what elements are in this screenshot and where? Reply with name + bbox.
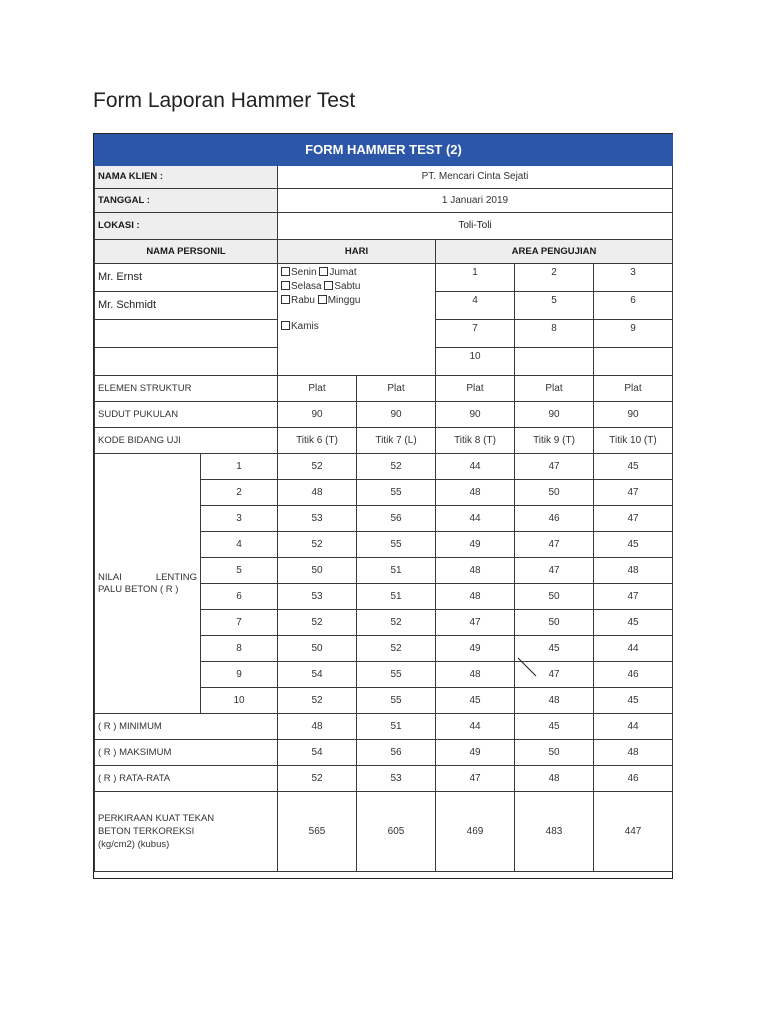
reading-cell: 47: [515, 558, 594, 584]
reading-cell: 44: [436, 454, 515, 480]
reading-number: 7: [201, 610, 278, 636]
reading-number: 5: [201, 558, 278, 584]
element-row: [95, 376, 673, 402]
reading-cell: 52: [278, 454, 357, 480]
reading-number: 4: [201, 532, 278, 558]
min-label: ( R ) MINIMUM: [95, 714, 278, 740]
avg-cell: 52: [278, 766, 357, 792]
location-label: LOKASI :: [95, 213, 278, 240]
min-row: [95, 714, 673, 740]
reading-cell: 52: [357, 636, 436, 662]
element-cell: Plat: [594, 376, 673, 402]
reading-cell: 48: [594, 558, 673, 584]
personnel-name-empty: [95, 348, 278, 376]
reading-cell: 51: [357, 558, 436, 584]
reading-cell: 46: [515, 506, 594, 532]
reading-cell: 52: [278, 610, 357, 636]
reading-number: 9: [201, 662, 278, 688]
area-cell: 1: [436, 264, 515, 292]
reading-cell: 48: [278, 480, 357, 506]
date-value: 1 Januari 2019: [278, 189, 673, 213]
area-cell: 3: [594, 264, 673, 292]
min-cell: 48: [278, 714, 357, 740]
area-cell: 9: [594, 320, 673, 348]
angle-cell: 90: [436, 402, 515, 428]
area-cell-empty: [515, 348, 594, 376]
reading-cell: 47: [594, 506, 673, 532]
day-header: HARI: [278, 240, 436, 264]
checkbox-sabtu[interactable]: [324, 281, 333, 290]
area-cell: 7: [436, 320, 515, 348]
min-cell: 51: [357, 714, 436, 740]
element-label: ELEMEN STRUKTUR: [95, 376, 278, 402]
code-cell: Titik 7 (L): [357, 428, 436, 454]
element-cell: Plat: [357, 376, 436, 402]
max-cell: 49: [436, 740, 515, 766]
form-table: [94, 134, 673, 872]
day-checkboxes: Senin Jumat Selasa Sabtu Rabu Minggu Kamis: [278, 264, 436, 376]
section-header-row: [95, 240, 673, 264]
reading-cell: 48: [436, 558, 515, 584]
element-cell: Plat: [515, 376, 594, 402]
area-cell: 2: [515, 264, 594, 292]
area-cell: 4: [436, 292, 515, 320]
reading-cell: 45: [594, 610, 673, 636]
reading-cell: 48: [436, 584, 515, 610]
reading-number: 2: [201, 480, 278, 506]
reading-cell: 46: [594, 662, 673, 688]
max-cell: 48: [594, 740, 673, 766]
max-cell: 54: [278, 740, 357, 766]
angle-cell: 90: [515, 402, 594, 428]
pen-stroke-line: [518, 658, 536, 676]
reading-cell: 54: [278, 662, 357, 688]
page-title: Form Laporan Hammer Test: [93, 89, 356, 112]
reading-cell: 56: [357, 506, 436, 532]
reading-cell: 52: [357, 610, 436, 636]
checkbox-minggu[interactable]: [318, 295, 327, 304]
area-cell: 6: [594, 292, 673, 320]
checkbox-rabu[interactable]: [281, 295, 290, 304]
form-title: FORM HAMMER TEST (2): [95, 135, 673, 166]
client-value: PT. Mencari Cinta Sejati: [278, 166, 673, 189]
reading-cell: 51: [357, 584, 436, 610]
angle-cell: 90: [594, 402, 673, 428]
reading-cell: 45: [436, 688, 515, 714]
reading-cell: 47: [594, 480, 673, 506]
reading-cell: 47: [515, 532, 594, 558]
rebound-label: NILAI LENTING PALU BETON ( R ): [95, 454, 201, 714]
checkbox-kamis[interactable]: [281, 321, 290, 330]
reading-cell: 52: [278, 532, 357, 558]
code-row: [95, 428, 673, 454]
area-cell: 10: [436, 348, 515, 376]
strength-cell: 565: [278, 792, 357, 872]
client-label: NAMA KLIEN :: [95, 166, 278, 189]
angle-label: SUDUT PUKULAN: [95, 402, 278, 428]
reading-cell: 53: [278, 506, 357, 532]
reading-number: 6: [201, 584, 278, 610]
reading-cell: 45: [515, 636, 594, 662]
strength-row: [95, 792, 673, 872]
code-cell: Titik 6 (T): [278, 428, 357, 454]
hammer-test-form: [93, 133, 673, 879]
personnel-row-1: [95, 264, 673, 292]
code-cell: Titik 9 (T): [515, 428, 594, 454]
client-row: [95, 166, 673, 189]
date-label: TANGGAL :: [95, 189, 278, 213]
checkbox-jumat[interactable]: [319, 267, 328, 276]
max-cell: 50: [515, 740, 594, 766]
max-cell: 56: [357, 740, 436, 766]
code-label: KODE BIDANG UJI: [95, 428, 278, 454]
reading-cell: 48: [436, 480, 515, 506]
reading-cell: 48: [515, 688, 594, 714]
angle-row: [95, 402, 673, 428]
area-cell: 8: [515, 320, 594, 348]
strength-label: PERKIRAAN KUAT TEKAN BETON TERKOREKSI (kg/cm2) (kubus): [95, 792, 278, 872]
strength-cell: 605: [357, 792, 436, 872]
code-cell: Titik 10 (T): [594, 428, 673, 454]
reading-cell: 52: [278, 688, 357, 714]
reading-cell: 49: [436, 532, 515, 558]
avg-cell: 53: [357, 766, 436, 792]
element-cell: Plat: [436, 376, 515, 402]
reading-cell: 44: [436, 506, 515, 532]
reading-cell: 52: [357, 454, 436, 480]
reading-number: 8: [201, 636, 278, 662]
max-label: ( R ) MAKSIMUM: [95, 740, 278, 766]
avg-label: ( R ) RATA-RATA: [95, 766, 278, 792]
reading-number: 1: [201, 454, 278, 480]
min-cell: 44: [594, 714, 673, 740]
code-cell: Titik 8 (T): [436, 428, 515, 454]
checkbox-senin[interactable]: [281, 267, 290, 276]
reading-cell: 53: [278, 584, 357, 610]
max-row: [95, 740, 673, 766]
reading-cell: 55: [357, 688, 436, 714]
reading-cell: 47: [515, 454, 594, 480]
area-header: AREA PENGUJIAN: [436, 240, 673, 264]
date-row: [95, 189, 673, 213]
reading-cell: 50: [515, 480, 594, 506]
reading-cell: 55: [357, 480, 436, 506]
element-cell: Plat: [278, 376, 357, 402]
reading-number: 3: [201, 506, 278, 532]
reading-cell: 50: [515, 610, 594, 636]
reading-cell: 50: [278, 636, 357, 662]
reading-cell: 44: [594, 636, 673, 662]
reading-cell: 47: [436, 610, 515, 636]
avg-row: [95, 766, 673, 792]
pen-stroke-mark: [516, 656, 540, 680]
avg-cell: 48: [515, 766, 594, 792]
reading-cell: 50: [515, 584, 594, 610]
personnel-header: NAMA PERSONIL: [95, 240, 278, 264]
strength-cell: 469: [436, 792, 515, 872]
area-cell: 5: [515, 292, 594, 320]
angle-cell: 90: [278, 402, 357, 428]
location-value: Toli-Toli: [278, 213, 673, 240]
reading-number: 10: [201, 688, 278, 714]
angle-cell: 90: [357, 402, 436, 428]
reading-cell: 55: [357, 532, 436, 558]
location-row: [95, 213, 673, 240]
reading-cell: 47: [594, 584, 673, 610]
reading-row: [95, 454, 673, 480]
personnel-name: Mr. Ernst: [95, 264, 278, 292]
reading-cell: 50: [278, 558, 357, 584]
area-cell-empty: [594, 348, 673, 376]
reading-cell: 45: [594, 688, 673, 714]
reading-cell: 47: [515, 662, 594, 688]
personnel-name: Mr. Schmidt: [95, 292, 278, 320]
personnel-name-empty: [95, 320, 278, 348]
reading-cell: 55: [357, 662, 436, 688]
min-cell: 44: [436, 714, 515, 740]
reading-cell: 45: [594, 454, 673, 480]
strength-cell: 483: [515, 792, 594, 872]
reading-cell: 48: [436, 662, 515, 688]
reading-cell: 49: [436, 636, 515, 662]
reading-cell: 45: [594, 532, 673, 558]
strength-cell: 447: [594, 792, 673, 872]
checkbox-selasa[interactable]: [281, 281, 290, 290]
form-header-row: [95, 135, 673, 166]
avg-cell: 47: [436, 766, 515, 792]
avg-cell: 46: [594, 766, 673, 792]
min-cell: 45: [515, 714, 594, 740]
